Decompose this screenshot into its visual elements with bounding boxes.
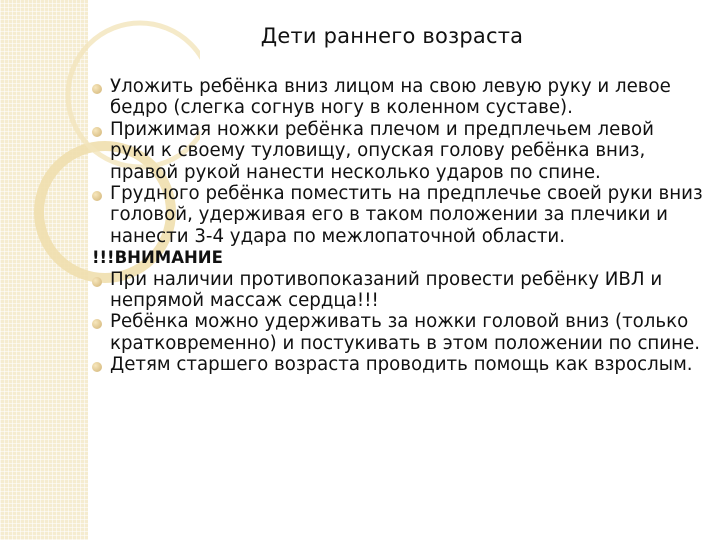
list-item-text: Детям старшего возраста проводить помощь как взрослым.: [110, 354, 693, 376]
bullet-icon: [92, 277, 102, 287]
list-item-text: Грудного ребёнка поместить на предплечье своей руки вниз головой, удерживая его в таком положении за плечики и нанести 3-4 удара по межлопаточной области.: [110, 183, 703, 247]
list-item: [92, 269, 704, 312]
bullet-icon: [92, 84, 102, 94]
list-item: [92, 183, 704, 247]
list-item-text: Уложить ребёнка вниз лицом на свою левую руку и левое бедро (слегка согнув ногу в коленном суставе).: [110, 76, 671, 119]
bullet-icon: [92, 191, 102, 201]
bullet-icon: [92, 319, 102, 329]
bullet-icon: [92, 362, 102, 372]
list-item: [92, 119, 704, 183]
list-item: [92, 311, 704, 354]
list-item-text: Ребёнка можно удерживать за ножки головой вниз (только кратковременно) и постукивать в этом положении по спине.: [110, 311, 701, 354]
slide-content: [92, 76, 704, 376]
warning-heading: !!!ВНИМАНИЕ: [92, 248, 223, 268]
list-item-text: Прижимая ножки ребёнка плечом и предплечьем левой руки к своему туловищу, опуская голову ребёнка вниз, правой рукой нанести несколько ударов по спине.: [110, 118, 654, 183]
slide-title: Дети раннего возраста: [260, 24, 524, 48]
list-item: [92, 354, 704, 375]
list-item-text: При наличии противопоказаний провести ребёнку ИВЛ и непрямой массаж сердца!!!: [110, 268, 663, 312]
bullet-icon: [92, 127, 102, 137]
list-item: [92, 76, 704, 119]
